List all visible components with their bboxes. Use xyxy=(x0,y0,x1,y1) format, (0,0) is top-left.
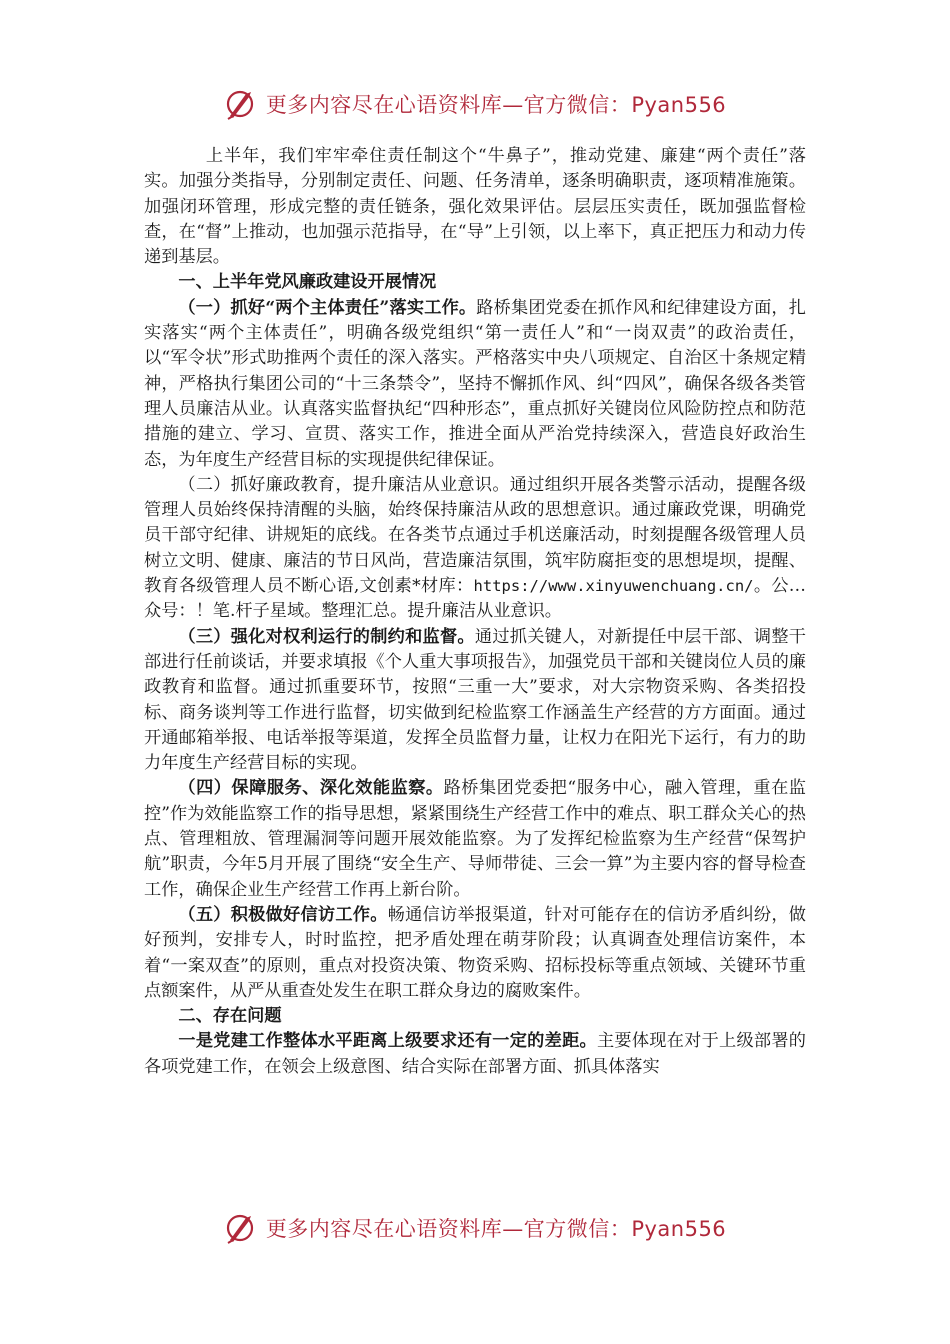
paragraph-5-text: 畅通信访举报渠道，针对可能存在的信访矛盾纠纷，做好预判，安排专人，时时监控，把矛盾处理在萌芽阶段；认真调查处理信访案件，本着“一案双查”的原则，重点对投资决策、物资采购、招标投标等重点领域、关键环节重点额案件，从严从重查处发生在职工群众身边的腐败案件。 xyxy=(144,904,806,1001)
paragraph-2-text: （二）抓好廉政教育，提升廉洁从业意识。通过组织开展各类警示活动，提醒各级管理人员始终保持清醒的头脑，始终保持廉洁从政的思想意识。通过廉政党课，明确党员干部守纪律、讲规矩的底线。在各类节点通过手机送廉活动，时刻提醒各级管理人员树立文明、健康、廉洁的节日风尚，营造廉洁氛围，筑牢防腐拒变的思想堤坝，提醒、教育各级管理人员不断心语,文创素*材库： xyxy=(144,474,806,597)
section-heading-1: 一、上半年党风廉政建设开展情况 xyxy=(178,272,437,293)
paragraph-4-text: 路桥集团党委把“服务中心，融入管理，重在监控”作为效能监察工作的指导思想，紧紧围绕生产经营工作中的难点、职工群众关心的热点、管理粗放、管理漏洞等问题开展效能监察。为了发挥纪检监察为生产经营“保驾护航”职责，今年5月开展了围绕“安全生产、导师带徒、三会一算”为主要内容的督导检查工作，确保企业生产经营工作再上新台阶。 xyxy=(144,778,806,900)
intro-paragraph: 上半年，我们牢牢牵住责任制这个“牛鼻子”，推动党建、廉建“两个责任”落实。加强分类指导，分别制定责任、问题、任务清单，逐条明确职责，逐项精准施策。加强闭环管理，形成完整的责任链条，强化效果评估。层层压实责任，既加强监督检查，在“督”上推动，也加强示范指导，在“导”上引领，以上率下，真正把压力和动力传递到基层。 xyxy=(144,146,806,268)
paragraph-5 xyxy=(144,903,806,1004)
paragraph-1 xyxy=(144,296,806,473)
paragraph-6-text: 主要体现在对于上级部署的各项党建工作，在领会上级意图、结合实际在部署方面、抓具体落实 xyxy=(144,1031,806,1077)
paragraph-4-title: （四）保障服务、深化效能监察。 xyxy=(178,778,444,799)
paragraph-2-tail: 。公…众号：！笔.杆子星域。整理汇总。提升廉洁从业意识。 xyxy=(144,576,806,622)
wechat-id: Pyan556 xyxy=(631,93,727,117)
banner-text: 更多内容尽在心语资料库—官方微信：Pyan556 xyxy=(265,1217,727,1241)
pen-logo-icon xyxy=(224,86,260,122)
paragraph-2-url: https://www.xinyuwenchuang.cn/ xyxy=(473,577,754,596)
header-banner xyxy=(0,84,950,124)
paragraph-5-title: （五）积极做好信访工作。 xyxy=(178,904,388,925)
wechat-id: Pyan556 xyxy=(631,1217,727,1241)
paragraph-6 xyxy=(144,1029,806,1080)
paragraph-1-text: 路桥集团党委在抓作风和纪律建设方面，扎实落实“两个主体责任”，明确各级党组织“第一责任人”和“一岗双责”的政治责任，以“军令状”形式助推两个责任的深入落实。严格落实中央八项规定、自治区十条规定精神，严格执行集团公司的“十三条禁令”，坚持不懈抓作风、纠“四风”，确保各级各类管理人员廉洁从业。认真落实监督执纪“四种形态”，重点抓好关键岗位风险防控点和防范措施的建立、学习、宣贯、落实工作，推进全面从严治党持续深入，营造良好政治生态，为年度生产经营目标的实现提供纪律保证。 xyxy=(144,297,806,470)
paragraph-3-title: （三）强化对权利运行的制约和监督。 xyxy=(178,626,475,647)
paragraph-4 xyxy=(144,776,806,902)
pen-logo-icon xyxy=(224,1210,260,1246)
paragraph-1-title: （一）抓好“两个主体责任”落实工作。 xyxy=(178,297,477,318)
banner-text: 更多内容尽在心语资料库—官方微信：Pyan556 xyxy=(265,93,727,117)
paragraph-6-title: 一是党建工作整体水平距离上级要求还有一定的差距。 xyxy=(178,1031,597,1052)
paragraph-3 xyxy=(144,625,806,777)
document-body xyxy=(144,144,806,1080)
paragraph-2 xyxy=(144,473,806,625)
section-heading-2: 二、存在问题 xyxy=(178,1006,282,1027)
footer-banner xyxy=(0,1208,950,1248)
paragraph-3-text: 通过抓关键人，对新提任中层干部、调整干部进行任前谈话，并要求填报《个人重大事项报告》，加强党员干部和关键岗位人员的廉政教育和监督。通过抓重要环节，按照“三重一大”要求，对大宗物资采购、各类招投标、商务谈判等工作进行监督，切实做到纪检监察工作涵盖生产经营的方方面面。通过开通邮箱举报、电话举报等渠道，发挥全员监督力量，让权力在阳光下运行，有力的助力年度生产经营目标的实现。 xyxy=(144,626,806,774)
